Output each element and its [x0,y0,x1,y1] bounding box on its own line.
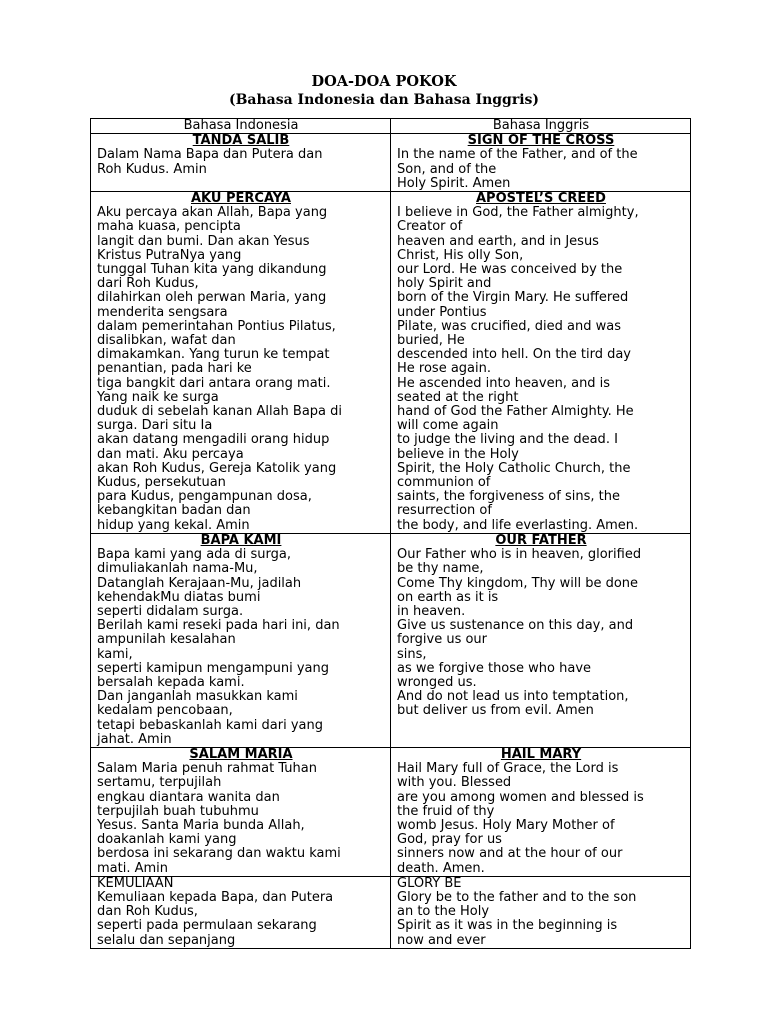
prayer-text-line: will come again [397,418,499,434]
prayer-text-line: believe in the Holy [397,446,519,462]
prayer-text-line: the body, and life everlasting. Amen. [397,517,639,533]
prayer-text-line: He rose again. [397,361,491,377]
prayer-text-line: menderita sengsara [97,304,228,320]
prayer-text-line: dimakamkan. Yang turun ke tempat [97,347,330,363]
prayer-text-line: disalibkan, wafat dan [97,333,236,349]
prayer-text-line: on earth as it is [397,589,499,605]
prayer-text-line: dan Roh Kudus, [97,904,198,920]
prayer-text-line: seperti didalam surga. [97,603,244,619]
prayer-row [91,533,691,747]
prayer-heading: HAIL MARY [500,747,582,762]
prayer-text-line: Hail Mary full of Grace, the Lord is [397,761,619,777]
prayer-heading: TANDA SALIB [192,133,290,149]
prayer-text-line: kedalam pencobaan, [97,703,233,719]
prayer-text-line: Kristus PutraNya yang [97,247,242,263]
prayer-text-line: death. Amen. [397,860,485,876]
prayer-text-line: womb Jesus. Holy Mary Mother of [397,817,615,833]
prayer-text-line: wronged us. [397,674,477,690]
prayer-text-line: Yesus. Santa Maria bunda Allah, [97,817,305,833]
prayer-text-line: Datanglah Kerajaan-Mu, jadilah [97,575,302,591]
prayer-text-line: hand of God the Father Almighty. He [397,404,634,420]
prayer-text-line: kebangkitan badan dan [97,503,251,519]
document-title: DOA-DOA POKOK [311,73,457,90]
prayer-cell-english [391,876,691,948]
prayer-text-line: dilahirkan oleh perwan Maria, yang [97,290,327,306]
prayer-text-line: ampunilah kesalahan [97,632,236,648]
prayer-text-line: engkau diantara wanita dan [97,789,280,805]
prayer-text-line: dimuliakanlah nama-Mu, [97,561,258,577]
prayer-cell-indonesian [91,134,391,192]
prayer-text-line: Bapa kami yang ada di surga, [97,547,291,563]
prayer-heading: OUR FATHER [495,533,587,548]
prayer-heading: BAPA KAMI [200,533,282,548]
prayer-heading: SALAM MARIA [189,747,293,762]
prayer-row [91,876,691,948]
column-header-row [91,119,691,134]
prayer-text-line: sertamu, terpujilah [97,775,222,791]
prayer-text-line: langit dan bumi. Dan akan Yesus [97,233,310,249]
prayer-cell-indonesian [91,192,391,534]
prayer-text-line: maha kuasa, pencipta [97,219,241,235]
prayer-text-line: Dalam Nama Bapa dan Putera dan [97,147,323,163]
prayer-text-line: descended into hell. On the tird day [397,347,631,363]
prayer-text-line: penantian, pada hari ke [97,361,252,377]
prayer-text-line: an to the Holy [397,904,490,920]
prayer-text-line: the fruid of thy [397,803,495,819]
prayer-text-line: dalam pemerintahan Pontius Pilatus, [97,318,336,334]
prayer-text-line: now and ever [397,932,486,948]
prayer-text-line: but deliver us from evil. Amen [397,703,594,719]
prayer-text-line: bersalah kepada kami. [97,674,245,690]
prayer-text-line: are you among women and blessed is [397,789,644,805]
prayer-text-line: under Pontius [397,304,487,320]
prayer-text-line: heaven and earth, and in Jesus [397,233,599,249]
prayer-text-line: And do not lead us into temptation, [397,689,629,705]
prayer-text-line: selalu dan sepanjang [97,932,236,948]
prayer-text-line: In the name of the Father, and of the [397,147,638,163]
prayer-text-line: Pilate, was crucified, died and was [397,318,622,334]
prayer-row [91,747,691,876]
prayer-text-line: kami, [97,646,133,662]
prayer-text-line: dan mati. Aku percaya [97,446,244,462]
prayer-text-line: I believe in God, the Father almighty, [397,205,639,221]
prayer-text-line: seperti kamipun mengampuni yang [97,660,330,676]
prayer-text-line: Creator of [397,219,463,235]
prayer-text-line: sinners now and at the hour of our [397,846,623,862]
prayer-text-line: Son, and of the [397,161,497,177]
prayer-text-line: sins, [397,646,427,662]
prayer-text-line: hidup yang kekal. Amin [97,517,250,533]
prayer-text-line: jahat. Amin [97,731,172,747]
prayer-heading: SIGN OF THE CROSS [467,133,615,149]
prayer-text-line: tiga bangkit dari antara orang mati. [97,375,331,391]
prayer-cell-indonesian [91,533,391,747]
prayer-row [91,192,691,534]
prayer-cell-english [391,747,691,876]
prayer-heading: KEMULIAAN [97,876,174,891]
prayer-text-line: duduk di sebelah kanan Allah Bapa di [97,404,343,420]
prayer-cell-indonesian [91,747,391,876]
prayer-text-line: forgive us our [397,632,488,648]
document-subtitle: (Bahasa Indonesia dan Bahasa Inggris) [228,92,540,108]
prayer-text-line: Salam Maria penuh rahmat Tuhan [97,761,317,777]
prayer-text-line: Kemuliaan kepada Bapa, dan Putera [97,889,334,905]
prayer-text-line: mati. Amin [97,860,169,876]
prayer-text-line: Yang naik ke surga [97,389,219,405]
prayer-heading: AKU PERCAYA [191,191,291,207]
prayer-text-line: with you. Blessed [397,775,512,791]
column-header-indonesian: Bahasa Indonesia [91,119,391,134]
prayer-cell-english [391,533,691,747]
prayer-text-line: tunggal Tuhan kita yang dikandung [97,262,327,278]
prayer-text-line: Holy Spirit. Amen [397,175,511,191]
prayer-text-line: Roh Kudus. Amin [97,161,207,177]
prayer-text-line: Aku percaya akan Allah, Bapa yang [97,205,328,221]
prayer-text-line: tetapi bebaskanlah kami dari yang [97,717,323,733]
prayer-text-line: para Kudus, pengampunan dosa, [97,489,312,505]
prayer-text-line: be thy name, [397,561,484,577]
prayer-text-line: Our Father who is in heaven, glorified [397,547,642,563]
prayer-text-line: communion of [397,475,491,491]
prayer-text-line: Spirit, the Holy Catholic Church, the [397,460,631,476]
prayers-table [90,118,691,949]
prayer-heading: GLORY BE [397,876,462,891]
prayer-text-line: Kudus, persekutuan [97,475,226,491]
prayer-text-line: holy Spirit and [397,276,492,292]
prayer-text-line: as we forgive those who have [397,660,592,676]
prayer-text-line: resurrection of [397,503,492,519]
prayer-text-line: buried, He [397,333,465,349]
prayer-text-line: He ascended into heaven, and is [397,375,611,391]
prayer-text-line: kehendakMu diatas bumi [97,589,261,605]
prayer-cell-english [391,192,691,534]
prayer-cell-english [391,134,691,192]
prayer-row [91,134,691,192]
prayer-text-line: akan Roh Kudus, Gereja Katolik yang [97,460,337,476]
prayer-text-line: Christ, His olly Son, [397,247,524,263]
prayer-text-line: our Lord. He was conceived by the [397,262,623,278]
prayer-text-line: Spirit as it was in the beginning is [397,918,618,934]
prayer-text-line: born of the Virgin Mary. He suffered [397,290,629,306]
prayer-text-line: seated at the right [397,389,519,405]
prayer-text-line: terpujilah buah tubuhmu [97,803,259,819]
prayer-text-line: Berilah kami reseki pada hari ini, dan [97,618,340,634]
prayer-text-line: Give us sustenance on this day, and [397,618,634,634]
prayer-text-line: surga. Dari situ Ia [97,418,213,434]
prayer-text-line: saints, the forgiveness of sins, the [397,489,620,505]
prayer-text-line: dari Roh Kudus, [97,276,199,292]
prayer-text-line: seperti pada permulaan sekarang [97,918,317,934]
prayer-text-line: God, pray for us [397,832,502,848]
prayer-text-line: doakanlah kami yang [97,832,237,848]
prayer-text-line: akan datang mengadili orang hidup [97,432,330,448]
prayer-text-line: to judge the living and the dead. I [397,432,618,448]
prayer-heading: APOSTEL’S CREED [476,191,606,207]
prayer-text-line: berdosa ini sekarang dan waktu kami [97,846,341,862]
prayer-text-line: Dan janganlah masukkan kami [97,689,298,705]
prayer-text-line: Glory be to the father and to the son [397,889,637,905]
prayer-text-line: Come Thy kingdom, Thy will be done [397,575,639,591]
prayer-cell-indonesian [91,876,391,948]
column-header-english: Bahasa Inggris [391,119,691,134]
prayer-text-line: in heaven. [397,603,466,619]
